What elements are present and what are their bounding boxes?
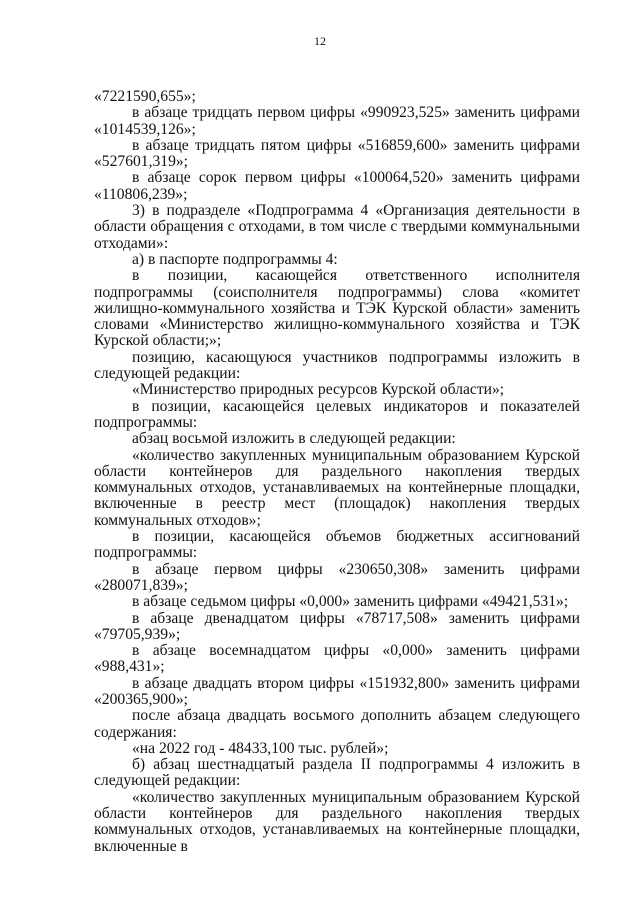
paragraph: в абзаце первом цифры «230650,308» заменить цифрами «280071,839»; xyxy=(94,560,580,594)
paragraph: в позиции, касающейся ответственного исполнителя подпрограммы (соисполнителя подпрограммы) слова «комитет жилищно-коммунального хозяйства и ТЭК Курской области» заменить словами «Министерство жилищно-коммунального хозяйства и ТЭК Курской области;»; xyxy=(94,267,580,350)
paragraph: в позиции, касающейся целевых индикаторов и показателей подпрограммы: xyxy=(94,397,580,431)
paragraph: абзац восьмой изложить в следующей редакции: xyxy=(132,430,456,448)
paragraph: в абзаце тридцать пятом цифры «516859,600» заменить цифрами «527601,319»; xyxy=(94,136,580,171)
paragraph: «Министерство природных ресурсов Курской области»; xyxy=(132,381,505,399)
paragraph: в абзаце двадцать втором цифры «151932,800» заменить цифрами «200365,900»; xyxy=(94,674,580,708)
paragraph: «на 2022 год - 48433,100 тыс. рублей»; xyxy=(132,739,389,757)
paragraph: в абзаце сорок первом цифры «100064,520» заменить цифрами «110806,239»; xyxy=(94,169,580,203)
paragraph: в позиции, касающейся объемов бюджетных ассигнований подпрограммы: xyxy=(94,528,580,562)
paragraph: позицию, касающуюся участников подпрограммы изложить в следующей редакции: xyxy=(94,348,580,383)
paragraph: б) абзац шестнадцатый раздела II подпрограммы 4 изложить в следующей редакции: xyxy=(94,756,580,790)
paragraph: после абзаца двадцать восьмого дополнить абзацем следующего содержания: xyxy=(94,707,580,741)
paragraph: 3) в подразделе «Подпрограмма 4 «Организация деятельности в области обращения с отходами, в том числе с твердыми коммунальными отходами»: xyxy=(94,202,580,252)
paragraph: «количество закупленных муниципальным образованием Курской области контейнеров для раздельного накопления твердых коммунальных отходов, устанавливаемых на контейнерные площадки, включенные в реестр мест (площадок) накопления твердых коммунальных отходов»; xyxy=(94,446,580,529)
paragraph: «количество закупленных муниципальным образованием Курской области контейнеров для раздельного накопления твердых коммунальных отходов, устанавливаемых на контейнерные площадки, включенные в xyxy=(94,788,580,855)
document-body xyxy=(94,89,580,855)
paragraph: в абзаце двенадцатом цифры «78717,508» заменить цифрами «79705,939»; xyxy=(94,609,580,643)
paragraph: в абзаце тридцать первом цифры «990923,525» заменить цифрами «1014539,126»; xyxy=(94,104,580,138)
paragraph: в абзаце восемнадцатом цифры «0,000» заменить цифрами «988,431»; xyxy=(94,642,580,676)
paragraph: а) в паспорте подпрограммы 4: xyxy=(132,250,338,268)
paragraph: «7221590,655»; xyxy=(94,88,196,105)
paragraph: в абзаце седьмом цифры «0,000» заменить цифрами «49421,531»; xyxy=(132,593,569,611)
page-number: 12 xyxy=(314,34,326,48)
